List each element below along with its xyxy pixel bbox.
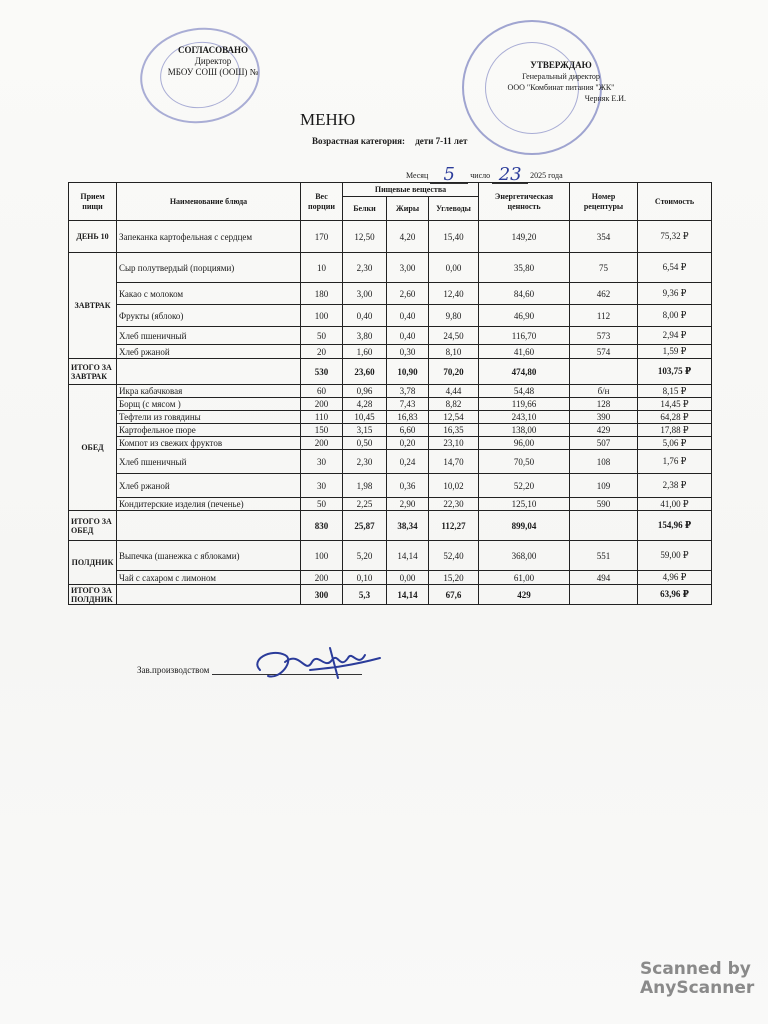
cell-weight: 110: [301, 411, 343, 424]
total-weight: 300: [301, 585, 343, 605]
table-row: [69, 411, 712, 424]
cell-carbs: 12,54: [429, 411, 479, 424]
cell-recipe: 354: [570, 221, 638, 253]
table-row: [69, 305, 712, 327]
cell-energy: 243,10: [479, 411, 570, 424]
cell-energy: 96,00: [479, 437, 570, 450]
cell-cost: 64,28 ₽: [638, 411, 712, 424]
cell-protein: 3,00: [343, 283, 387, 305]
total-weight: 830: [301, 511, 343, 541]
cell-fat: 0,40: [387, 305, 429, 327]
dish-name: Сыр полутвердый (порциями): [117, 253, 301, 283]
header-energy: Энергетическая ценность: [479, 183, 570, 221]
total-cost: 103,75 ₽: [638, 359, 712, 385]
cell-protein: 1,98: [343, 474, 387, 498]
cell-weight: 30: [301, 474, 343, 498]
date-line: [406, 162, 563, 184]
cell-protein: 4,28: [343, 398, 387, 411]
cell-protein: 0,10: [343, 571, 387, 585]
cell-carbs: 8,82: [429, 398, 479, 411]
cell-energy: 52,20: [479, 474, 570, 498]
cell-energy: 35,80: [479, 253, 570, 283]
total-row: [69, 585, 712, 605]
cell-protein: 3,15: [343, 424, 387, 437]
approval-line1: Директор: [194, 56, 232, 66]
total-recipe: [570, 359, 638, 385]
cell-recipe: 462: [570, 283, 638, 305]
cell-cost: 8,15 ₽: [638, 385, 712, 398]
cell-carbs: 15,40: [429, 221, 479, 253]
table-row: [69, 474, 712, 498]
cell-protein: 0,40: [343, 305, 387, 327]
confirmation-line3: Черняк Е.И.: [584, 94, 626, 103]
cell-carbs: 52,40: [429, 541, 479, 571]
cell-fat: 2,90: [387, 498, 429, 511]
cell-fat: 0,40: [387, 327, 429, 345]
handwritten-signature: [240, 640, 390, 690]
cell-carbs: 0,00: [429, 253, 479, 283]
total-protein: 5,3: [343, 585, 387, 605]
total-empty-cell: [117, 359, 301, 385]
cell-cost: 6,54 ₽: [638, 253, 712, 283]
total-recipe: [570, 585, 638, 605]
cell-cost: 59,00 ₽: [638, 541, 712, 571]
cell-recipe: 108: [570, 450, 638, 474]
header-nutrients: Пищевые вещества: [343, 183, 479, 197]
dish-name: Тефтели из говядины: [117, 411, 301, 424]
total-row: [69, 359, 712, 385]
watermark-line1: Scanned by: [640, 959, 751, 979]
cell-weight: 150: [301, 424, 343, 437]
cell-energy: 138,00: [479, 424, 570, 437]
cell-fat: 7,43: [387, 398, 429, 411]
cell-protein: 2,25: [343, 498, 387, 511]
total-label: ИТОГО ЗА ЗАВТРАК: [69, 359, 117, 385]
dish-name: Фрукты (яблоко): [117, 305, 301, 327]
cell-weight: 30: [301, 450, 343, 474]
cell-fat: 4,20: [387, 221, 429, 253]
table-row: [69, 253, 712, 283]
cell-weight: 50: [301, 327, 343, 345]
snack-section: [69, 541, 712, 605]
meal-label: ПОЛДНИК: [69, 541, 117, 585]
header-carbs: Углеводы: [429, 197, 479, 221]
cell-recipe: 429: [570, 424, 638, 437]
cell-cost: 4,96 ₽: [638, 571, 712, 585]
cell-carbs: 24,50: [429, 327, 479, 345]
cell-cost: 9,36 ₽: [638, 283, 712, 305]
cell-fat: 0,36: [387, 474, 429, 498]
cell-recipe: 75: [570, 253, 638, 283]
cell-fat: 14,14: [387, 541, 429, 571]
cell-carbs: 16,35: [429, 424, 479, 437]
total-energy: 899,04: [479, 511, 570, 541]
cell-weight: 20: [301, 345, 343, 359]
dish-name: Хлеб пшеничный: [117, 450, 301, 474]
cell-fat: 3,78: [387, 385, 429, 398]
cell-weight: 100: [301, 541, 343, 571]
total-protein: 23,60: [343, 359, 387, 385]
table-row: [69, 437, 712, 450]
dish-name: Кондитерские изделия (печенье): [117, 498, 301, 511]
total-carbs: 112,27: [429, 511, 479, 541]
cell-protein: 2,30: [343, 253, 387, 283]
cell-recipe: 112: [570, 305, 638, 327]
cell-protein: 12,50: [343, 221, 387, 253]
cell-energy: 54,48: [479, 385, 570, 398]
table-row: [69, 327, 712, 345]
table-row: [69, 498, 712, 511]
cell-cost: 1,59 ₽: [638, 345, 712, 359]
total-cost: 63,96 ₽: [638, 585, 712, 605]
scanner-watermark: [640, 960, 754, 998]
total-fat: 38,34: [387, 511, 429, 541]
cell-weight: 170: [301, 221, 343, 253]
confirmation-line1: Генеральный директор: [522, 72, 600, 81]
cell-weight: 100: [301, 305, 343, 327]
cell-energy: 61,00: [479, 571, 570, 585]
total-fat: 10,90: [387, 359, 429, 385]
lunch-section: [69, 385, 712, 541]
cell-recipe: 507: [570, 437, 638, 450]
menu-table: [68, 182, 712, 605]
confirmation-line2: ООО "Комбинат питания "ЖК": [507, 83, 615, 92]
header-weight: Вес порции: [301, 183, 343, 221]
cell-protein: 3,80: [343, 327, 387, 345]
dish-name: Запеканка картофельная с сердцем: [117, 221, 301, 253]
cell-energy: 116,70: [479, 327, 570, 345]
total-carbs: 67,6: [429, 585, 479, 605]
table-row: [69, 398, 712, 411]
dish-name: Хлеб ржаной: [117, 345, 301, 359]
cell-cost: 5,06 ₽: [638, 437, 712, 450]
approval-line2: МБОУ СОШ (ООШ) №: [167, 67, 259, 77]
total-cost: 154,96 ₽: [638, 511, 712, 541]
cell-carbs: 22,30: [429, 498, 479, 511]
cell-fat: 0,20: [387, 437, 429, 450]
cell-cost: 2,38 ₽: [638, 474, 712, 498]
table-row: [69, 424, 712, 437]
month-value: 5: [443, 164, 455, 185]
cell-energy: 125,10: [479, 498, 570, 511]
cell-weight: 200: [301, 437, 343, 450]
cell-carbs: 4,44: [429, 385, 479, 398]
total-protein: 25,87: [343, 511, 387, 541]
cell-weight: 180: [301, 283, 343, 305]
cell-energy: 119,66: [479, 398, 570, 411]
cell-weight: 200: [301, 398, 343, 411]
age-category: [312, 136, 467, 146]
total-row: [69, 511, 712, 541]
total-energy: 474,80: [479, 359, 570, 385]
table-row: [69, 450, 712, 474]
table-row: [69, 541, 712, 571]
cell-recipe: б/н: [570, 385, 638, 398]
cell-carbs: 23,10: [429, 437, 479, 450]
approval-block: [143, 45, 283, 78]
month-label: Месяц: [406, 171, 429, 180]
dish-name: Икра кабачковая: [117, 385, 301, 398]
dish-name: Чай с сахаром с лимоном: [117, 571, 301, 585]
year-text: 2025 года: [530, 171, 563, 180]
page-title: МЕНЮ: [300, 110, 356, 129]
header-dish: Наименование блюда: [117, 183, 301, 221]
cell-carbs: 15,20: [429, 571, 479, 585]
confirmation-title: УТВЕРЖДАЮ: [530, 60, 592, 70]
cell-cost: 2,94 ₽: [638, 327, 712, 345]
total-label: ИТОГО ЗА ОБЕД: [69, 511, 117, 541]
cell-energy: 70,50: [479, 450, 570, 474]
dish-name: Борщ (с мясом ): [117, 398, 301, 411]
table-row: [69, 385, 712, 398]
cell-weight: 60: [301, 385, 343, 398]
header-cost: Стоимость: [638, 183, 712, 221]
cell-cost: 1,76 ₽: [638, 450, 712, 474]
cell-carbs: 9,80: [429, 305, 479, 327]
cell-fat: 16,83: [387, 411, 429, 424]
watermark-line2: AnyScanner: [640, 978, 755, 998]
cell-weight: 10: [301, 253, 343, 283]
cell-recipe: 551: [570, 541, 638, 571]
cell-fat: 0,24: [387, 450, 429, 474]
cell-fat: 0,00: [387, 571, 429, 585]
cell-cost: 14,45 ₽: [638, 398, 712, 411]
table-row: [69, 345, 712, 359]
cell-weight: 50: [301, 498, 343, 511]
dish-name: Компот из свежих фруктов: [117, 437, 301, 450]
meal-label: ДЕНЬ 10: [69, 221, 117, 253]
confirmation-block: [486, 60, 636, 104]
cell-carbs: 12,40: [429, 283, 479, 305]
total-recipe: [570, 511, 638, 541]
cell-cost: 17,88 ₽: [638, 424, 712, 437]
cell-recipe: 590: [570, 498, 638, 511]
table-row: [69, 571, 712, 585]
cell-cost: 75,32 ₽: [638, 221, 712, 253]
cell-cost: 8,00 ₽: [638, 305, 712, 327]
cell-protein: 2,30: [343, 450, 387, 474]
dish-name: Картофельное пюре: [117, 424, 301, 437]
age-label: Возрастная категория:: [312, 136, 405, 146]
approval-title: СОГЛАСОВАНО: [177, 45, 249, 55]
footer-label: Зав.производством: [137, 665, 210, 675]
total-fat: 14,14: [387, 585, 429, 605]
dish-name: Какао с молоком: [117, 283, 301, 305]
cell-protein: 0,96: [343, 385, 387, 398]
cell-energy: 41,60: [479, 345, 570, 359]
cell-recipe: 390: [570, 411, 638, 424]
cell-carbs: 10,02: [429, 474, 479, 498]
cell-protein: 5,20: [343, 541, 387, 571]
cell-fat: 0,30: [387, 345, 429, 359]
meal-label: ОБЕД: [69, 385, 117, 511]
cell-recipe: 574: [570, 345, 638, 359]
header-recipe: Номер рецептуры: [570, 183, 638, 221]
age-value: дети 7-11 лет: [415, 136, 468, 146]
cell-recipe: 128: [570, 398, 638, 411]
cell-protein: 1,60: [343, 345, 387, 359]
cell-cost: 41,00 ₽: [638, 498, 712, 511]
cell-recipe: 573: [570, 327, 638, 345]
dish-name: Хлеб пшеничный: [117, 327, 301, 345]
cell-fat: 6,60: [387, 424, 429, 437]
cell-energy: 84,60: [479, 283, 570, 305]
total-empty-cell: [117, 511, 301, 541]
header-meal: Прием пищи: [69, 183, 117, 221]
meal-label: ЗАВТРАК: [69, 253, 117, 359]
cell-weight: 200: [301, 571, 343, 585]
total-weight: 530: [301, 359, 343, 385]
table-row: [69, 221, 712, 253]
cell-recipe: 109: [570, 474, 638, 498]
total-energy: 429: [479, 585, 570, 605]
cell-carbs: 8,10: [429, 345, 479, 359]
cell-fat: 2,60: [387, 283, 429, 305]
table-row: [69, 283, 712, 305]
header-protein: Белки: [343, 197, 387, 221]
breakfast-section: [69, 253, 712, 385]
cell-protein: 0,50: [343, 437, 387, 450]
cell-energy: 46,90: [479, 305, 570, 327]
total-empty-cell: [117, 585, 301, 605]
dish-name: Хлеб ржаной: [117, 474, 301, 498]
dish-name: Выпечка (шанежка с яблоками): [117, 541, 301, 571]
day-value: 23: [498, 164, 522, 185]
total-label: ИТОГО ЗА ПОЛДНИК: [69, 585, 117, 605]
header-fat: Жиры: [387, 197, 429, 221]
cell-energy: 368,00: [479, 541, 570, 571]
cell-fat: 3,00: [387, 253, 429, 283]
day-label: число: [470, 171, 491, 180]
cell-recipe: 494: [570, 571, 638, 585]
total-carbs: 70,20: [429, 359, 479, 385]
cell-protein: 10,45: [343, 411, 387, 424]
cell-carbs: 14,70: [429, 450, 479, 474]
cell-energy: 149,20: [479, 221, 570, 253]
